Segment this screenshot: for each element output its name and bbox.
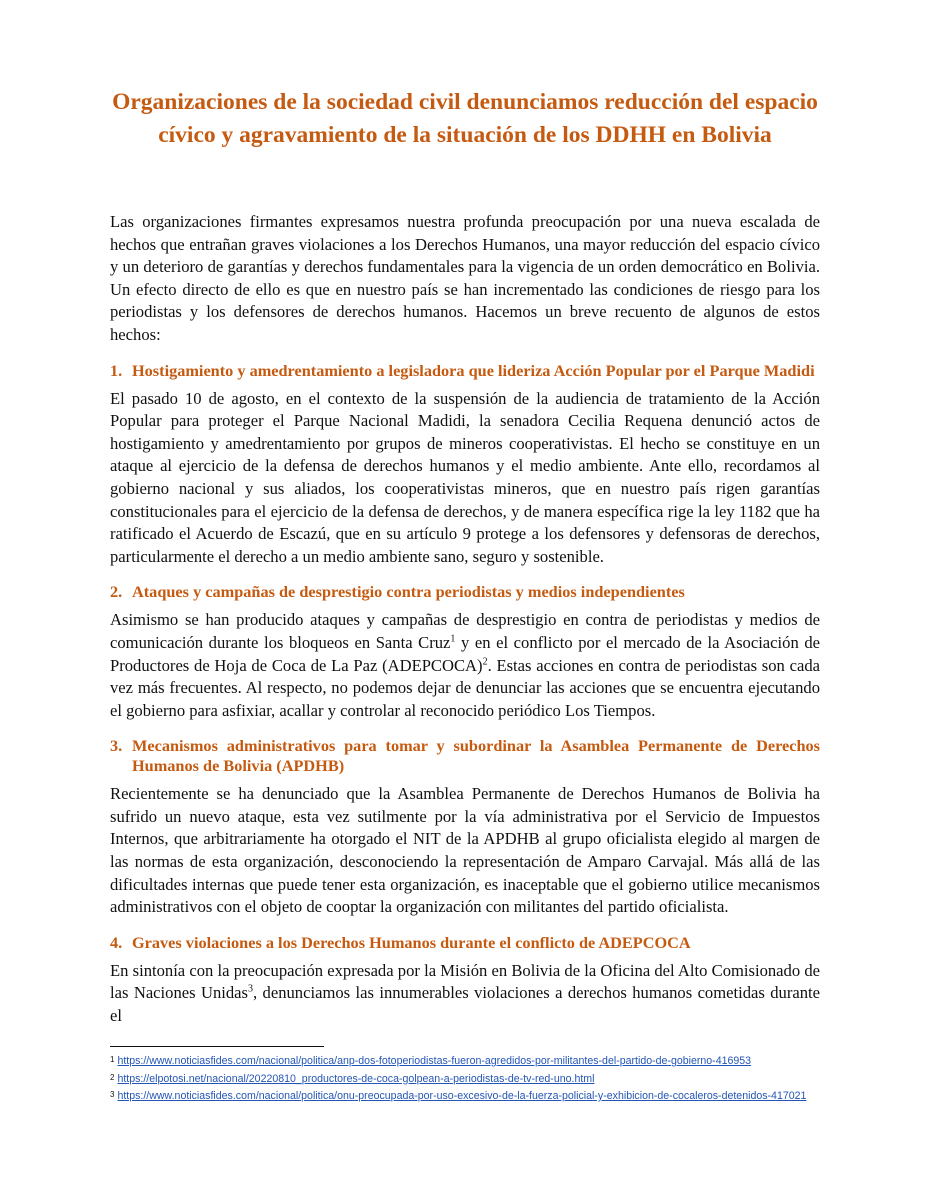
body-text: . Estas acciones en contra de periodistas son cada vez más frecuentes. Al respecto, no podemos dejar de denunciar las acciones que se encuentra ejecutando el gobierno para asfixiar, acallar y controlar al reconocido periódico Los Tiempos. [110,655,820,720]
section-number: 1. [110,360,123,380]
document-page [110,86,820,1042]
footnote-mark: 1 [110,1055,115,1064]
footnote-ref[interactable]: 2 [482,655,488,667]
document-title: Organizaciones de la sociedad civil denunciamos reducción del espacio cívico y agravamiento de la situación de los DDHH en Bolivia [112,89,818,148]
section-heading-text: Ataques y campañas de desprestigio contra periodistas y medios independientes [132,582,685,602]
body-text: y en el conflicto por el mercado de la Asociación de Productores de Hoja de Coca de La Paz (ADEPCOCA) [110,632,820,675]
section-number: 3. [110,736,123,756]
body-text: , denunciamos las innumerables violaciones a derechos humanos cometidas durante el [110,983,820,1026]
section-number: 2. [110,582,123,602]
footnote-divider [110,1046,324,1047]
section-body-3: Recientemente se ha denunciado que la Asamblea Permanente de Derechos Humanos de Bolivia ha sufrido un nuevo ataque, esta vez sutilmente por la vía administrativa por el Servicio de Impuestos Internos, que arbitrariamente ha otorgado el NIT de la APDHB al grupo oficialista elegido al margen de las normas de esta organización, desconociendo la representación de Amparo Carvajal. Más allá de las dificultades internas que puede tener esta organización, es inaceptable que el gobierno utilice mecanismos administrativos con el objeto de cooptar la organización con militantes del partido oficialista. [110,784,820,917]
section-heading-3 [110,736,820,776]
section-body-1: El pasado 10 de agosto, en el contexto de la suspensión de la audiencia de tratamiento de la Acción Popular para proteger el Parque Nacional Madidi, la senadora Cecilia Requena denunció actos de hostigamiento y amedrentamiento por grupos de mineros cooperativistas. El hecho se constituye en un ataque al ejercicio de la defensa de derechos humanos y el medio ambiente. Ante ello, recordamos al gobierno nacional y sus aliados, los cooperativistas mineros, que en nuestro país rigen garantías constitucionales para el ejercicio de la defensa de derechos, y de manera específica rige la ley 1182 que ha ratificado el Acuerdo de Escazú, que en su artículo 9 protege a los defensores y defensoras de derechos, particularmente el derecho a un medio ambiente sano, seguro y sostenible. [110,388,820,566]
section-heading-text: Graves violaciones a los Derechos Humanos durante el conflicto de ADEPCOCA [132,932,691,952]
intro-paragraph: Las organizaciones firmantes expresamos nuestra profunda preocupación por una nueva escalada de hechos que entrañan graves violaciones a los Derechos Humanos, una mayor reducción del espacio cívico y un deterioro de garantías y derechos fundamentales para la vigencia de un orden democrático en Bolivia. Un efecto directo de ello es que en nuestro país se han incrementado las condiciones de riesgo para los periodistas y los defensores de derechos humanos. Hacemos un breve recuento de algunos de estos hechos: [110,212,820,344]
footnote-ref[interactable]: 1 [450,633,456,645]
footnote-ref[interactable]: 3 [248,983,253,995]
section-body-2 [110,609,820,722]
section-body-4 [110,960,820,1028]
body-text: En sintonía con la preocupación expresada por la Misión en Bolivia de la Oficina del Alto Comisionado de las Naciones Unidas [110,960,820,1003]
footnote-2 [110,1070,825,1088]
section-heading-1 [110,361,820,381]
footnote-mark: 2 [110,1072,115,1082]
footnote-mark: 3 [110,1090,115,1099]
footnote-link[interactable]: https://www.noticiasfides.com/nacional/politica/onu-preocupada-por-uso-excesivo-de-la-fuerza-policial-y-exhibicion-de-cocaleros-detenidos-417021 [117,1090,807,1102]
section-heading-text: Hostigamiento y amedrentamiento a legisladora que lideriza Acción Popular por el Parque Madidi [132,360,815,380]
footnote-link[interactable]: https://www.noticiasfides.com/nacional/politica/anp-dos-fotoperiodistas-fueron-agredidos-por-militantes-del-partido-de-gobierno-416953 [117,1055,752,1067]
section-heading-text: Mecanismos administrativos para tomar y subordinar la Asamblea Permanente de Derechos Humanos de Bolivia (APDHB) [132,736,820,776]
section-heading-2 [110,582,820,602]
body-text: Asimismo se han producido ataques y campañas de desprestigio en contra de periodistas y medios de comunicación durante los bloqueos en Santa Cruz [110,610,820,652]
footnote-link[interactable]: https://elpotosi.net/nacional/20220810_productores-de-coca-golpean-a-periodistas-de-tv-red-uno.html [117,1072,595,1085]
section-number: 4. [110,932,123,952]
section-heading-4 [110,933,820,953]
footnote-1 [110,1052,825,1070]
footnotes [110,1052,825,1105]
footnote-3 [110,1087,825,1105]
